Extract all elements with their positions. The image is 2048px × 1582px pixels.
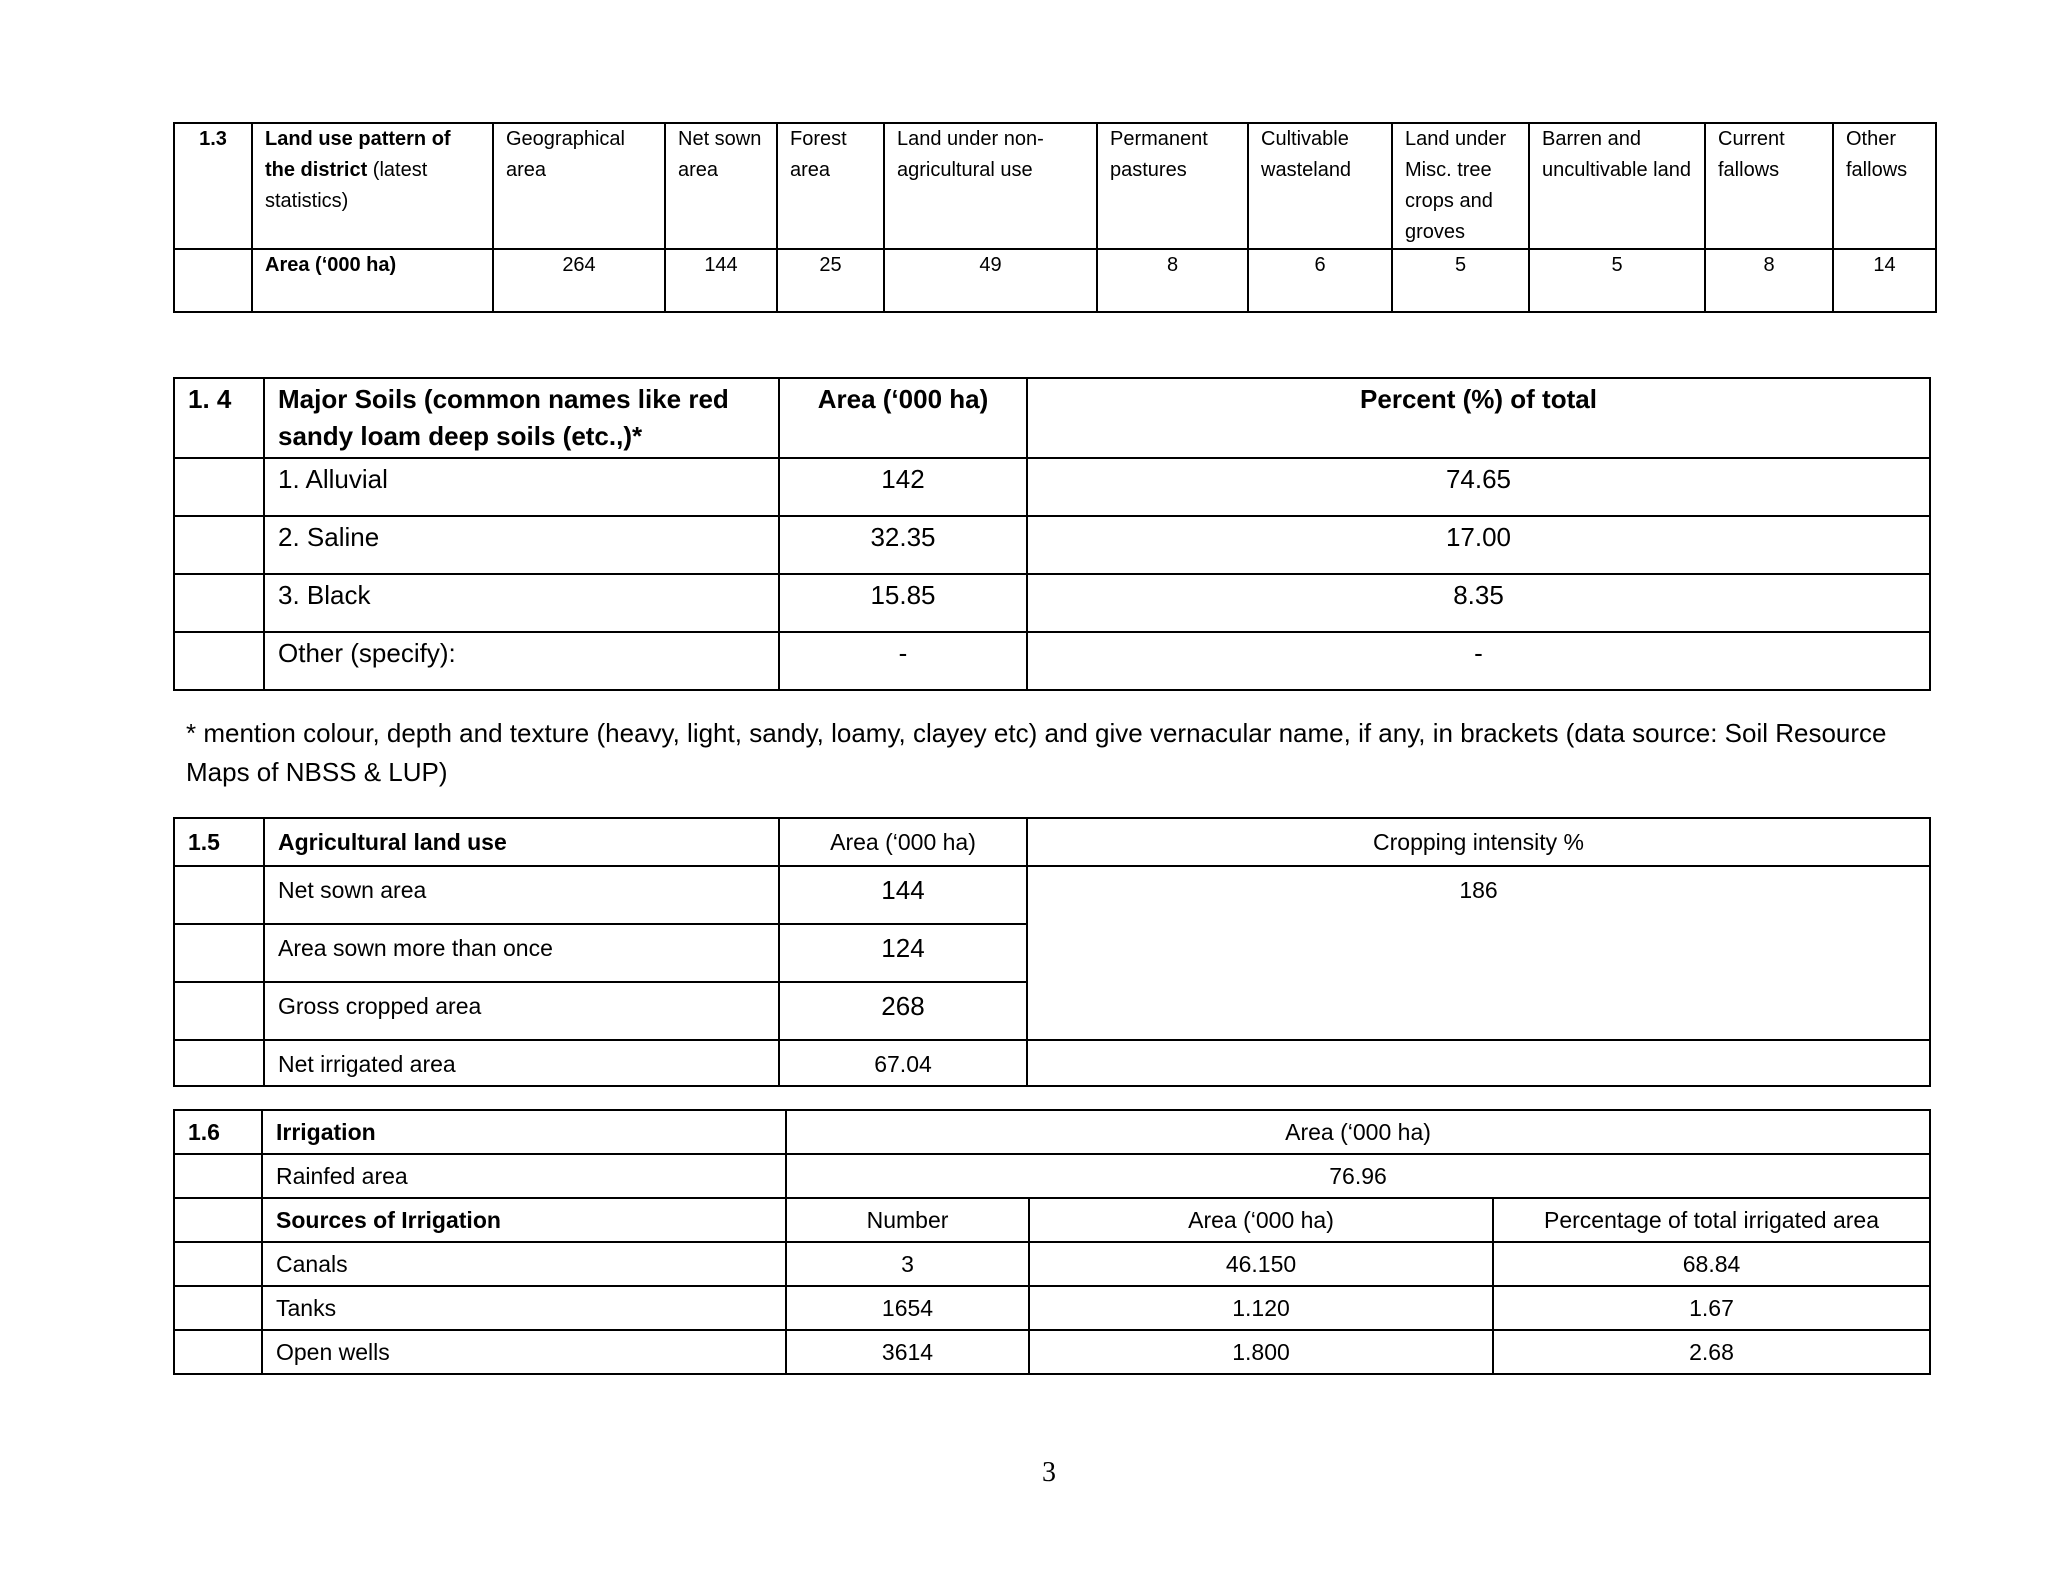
table-row: [174, 1330, 1930, 1374]
column-header: Barren and uncultivable land: [1529, 123, 1705, 249]
source-number: 1654: [786, 1286, 1029, 1330]
column-header: Land under Misc. tree crops and groves: [1392, 123, 1529, 249]
table-row: [174, 378, 1930, 458]
soil-name: Other (specify):: [264, 632, 779, 690]
land-use-area: 144: [779, 866, 1027, 924]
column-header: Net sown area: [665, 123, 777, 249]
column-header: Cropping intensity %: [1027, 818, 1930, 866]
empty-cell: [174, 574, 264, 632]
land-use-area: 268: [779, 982, 1027, 1040]
column-header: Number: [786, 1198, 1029, 1242]
land-use-name: Net sown area: [264, 866, 779, 924]
row-label: Area (‘000 ha): [252, 249, 493, 312]
land-use-pattern-table: [173, 122, 1937, 313]
empty-cell: [174, 249, 252, 312]
source-percent: 2.68: [1493, 1330, 1930, 1374]
table-row: [174, 458, 1930, 516]
table-cell: 25: [777, 249, 884, 312]
column-header: Current fallows: [1705, 123, 1833, 249]
empty-cell: [174, 982, 264, 1040]
table-row: [174, 632, 1930, 690]
table-row: [174, 249, 1936, 312]
soil-footnote: * mention colour, depth and texture (heavy, light, sandy, loamy, clayey etc) and give vernacular name, if any, in brackets (data source: Soil Resource Maps of NBSS & LUP): [186, 718, 1887, 787]
table-row: [174, 574, 1930, 632]
rainfed-value: 76.96: [786, 1154, 1930, 1198]
empty-cell: [1027, 1040, 1930, 1086]
source-name: Canals: [262, 1242, 786, 1286]
soil-percent: -: [1027, 632, 1930, 690]
column-header: Area (‘000 ha): [779, 818, 1027, 866]
table-cell: 5: [1529, 249, 1705, 312]
land-use-area: 67.04: [779, 1040, 1027, 1086]
source-area: 1.800: [1029, 1330, 1493, 1374]
table-row: [174, 1110, 1930, 1154]
rainfed-label: Rainfed area: [262, 1154, 786, 1198]
column-header: Other fallows: [1833, 123, 1936, 249]
section-title-bold: Land use pattern of the district: [265, 128, 451, 181]
empty-cell: [174, 866, 264, 924]
table-row: [174, 1040, 1930, 1086]
section-title-note: (latest statistics): [265, 159, 428, 212]
soil-area: 15.85: [779, 574, 1027, 632]
land-use-name: Area sown more than once: [264, 924, 779, 982]
table-cell: 264: [493, 249, 665, 312]
table-cell: 5: [1392, 249, 1529, 312]
source-percent: 68.84: [1493, 1242, 1930, 1286]
soil-name: 1. Alluvial: [264, 458, 779, 516]
table-cell: 8: [1705, 249, 1833, 312]
table-cell: 6: [1248, 249, 1392, 312]
empty-cell: [174, 1330, 262, 1374]
table-cell: 8: [1097, 249, 1248, 312]
soil-name: 2. Saline: [264, 516, 779, 574]
soil-percent: 74.65: [1027, 458, 1930, 516]
table-row: [174, 1154, 1930, 1198]
column-header: Percent (%) of total: [1027, 378, 1930, 458]
source-name: Open wells: [262, 1330, 786, 1374]
source-name: Tanks: [262, 1286, 786, 1330]
table-row: [174, 516, 1930, 574]
section-number: 1.6: [174, 1110, 262, 1154]
column-header: Area (‘000 ha): [779, 378, 1027, 458]
soil-percent: 17.00: [1027, 516, 1930, 574]
agricultural-land-use-table: [173, 817, 1931, 1087]
page-number: 3: [1042, 1457, 1056, 1488]
irrigation-table: [173, 1109, 1931, 1375]
empty-cell: [174, 1198, 262, 1242]
table-row: [174, 866, 1930, 924]
table-cell: 14: [1833, 249, 1936, 312]
table-row: [174, 1286, 1930, 1330]
empty-cell: [174, 924, 264, 982]
empty-cell: [174, 458, 264, 516]
table-cell: 49: [884, 249, 1097, 312]
source-number: 3614: [786, 1330, 1029, 1374]
soil-percent: 8.35: [1027, 574, 1930, 632]
empty-cell: [174, 516, 264, 574]
table-row: [174, 818, 1930, 866]
soil-area: -: [779, 632, 1027, 690]
source-area: 1.120: [1029, 1286, 1493, 1330]
table-cell: 144: [665, 249, 777, 312]
soil-name: 3. Black: [264, 574, 779, 632]
section-number: 1. 4: [174, 378, 264, 458]
section-title: [252, 123, 493, 249]
section-number: 1.3: [174, 123, 252, 249]
column-header: Percentage of total irrigated area: [1493, 1198, 1930, 1242]
section-title: Major Soils (common names like red sandy loam deep soils (etc.,)*: [264, 378, 779, 458]
column-header: Permanent pastures: [1097, 123, 1248, 249]
column-header: Area (‘000 ha): [1029, 1198, 1493, 1242]
land-use-name: Net irrigated area: [264, 1040, 779, 1086]
source-number: 3: [786, 1242, 1029, 1286]
soil-area: 142: [779, 458, 1027, 516]
sources-label: Sources of Irrigation: [262, 1198, 786, 1242]
empty-cell: [174, 1154, 262, 1198]
column-header: Cultivable wasteland: [1248, 123, 1392, 249]
soil-area: 32.35: [779, 516, 1027, 574]
column-header: Geographical area: [493, 123, 665, 249]
empty-cell: [174, 1242, 262, 1286]
column-header: Forest area: [777, 123, 884, 249]
empty-cell: [174, 1286, 262, 1330]
table-row: [174, 1242, 1930, 1286]
section-number: 1.5: [174, 818, 264, 866]
source-percent: 1.67: [1493, 1286, 1930, 1330]
cropping-intensity-value: 186: [1027, 866, 1930, 1040]
section-title: Irrigation: [262, 1110, 786, 1154]
table-row: [174, 123, 1936, 249]
source-area: 46.150: [1029, 1242, 1493, 1286]
empty-cell: [174, 1040, 264, 1086]
column-header: Area (‘000 ha): [786, 1110, 1930, 1154]
land-use-name: Gross cropped area: [264, 982, 779, 1040]
land-use-area: 124: [779, 924, 1027, 982]
section-title: Agricultural land use: [264, 818, 779, 866]
column-header: Land under non- agricultural use: [884, 123, 1097, 249]
major-soils-table: [173, 377, 1931, 691]
table-row: [174, 1198, 1930, 1242]
empty-cell: [174, 632, 264, 690]
